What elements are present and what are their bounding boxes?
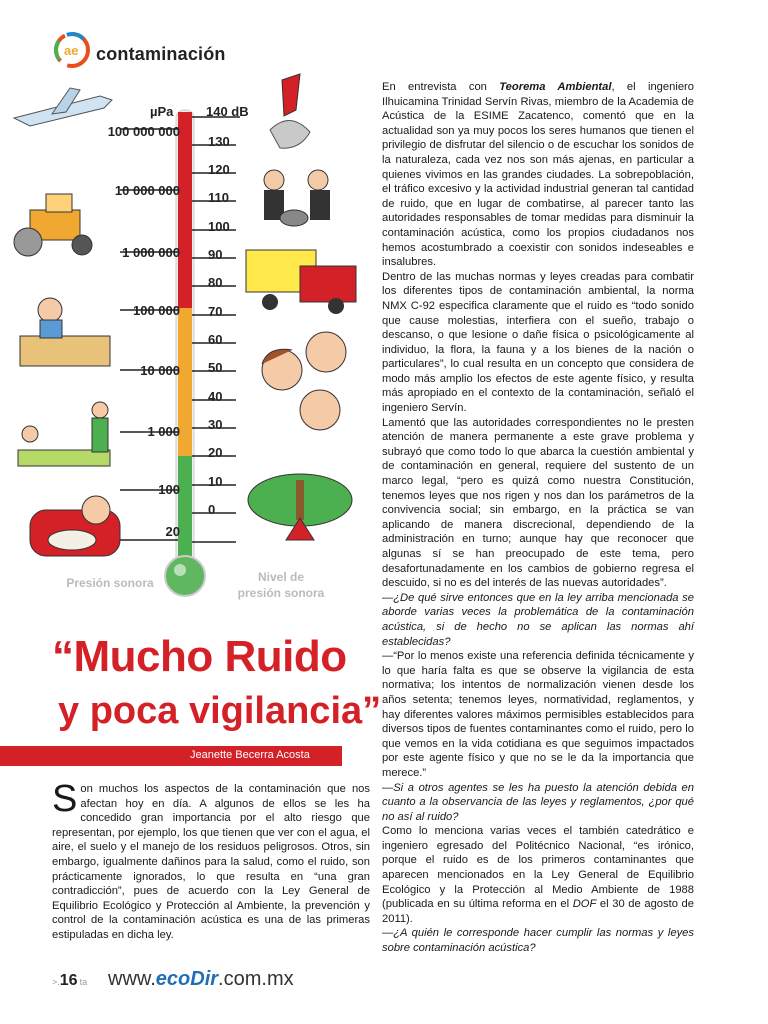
pressure-unit-label: µPa — [150, 104, 174, 119]
page-number — [52, 972, 87, 990]
db-tick-label: 0 — [208, 502, 216, 517]
right-column — [382, 80, 694, 956]
pressure-tick-label: 100 000 000 — [107, 124, 180, 139]
dropcap: S — [52, 778, 78, 820]
page-number-value: 16 — [59, 972, 78, 989]
db-tick-label: 60 — [208, 332, 223, 347]
p1-text-a: En entrevista con — [382, 81, 500, 93]
author-name: Jeanette Becerra Acosta — [190, 749, 310, 761]
intro-text: on muchos los aspectos de la contaminación que nos afectan hoy en día. A algunos de ellos se les ha concedido gran importancia por el alto riesgo que representan, por ejemplo, los que tienen que ver con el agua, el aire, el suelo y el manejo de los residuos peligrosos. Otros, sin embargo, igualmente dañinos para la salud, como el ruido, son prácticamente ignorados, lo que resulta en “una gran contradicción”, pues de acuerdo con la Ley General de Equilibrio Ecológico y Protección al Ambiente, la prevención y control de la contaminación acústica es una de las primeras estipuladas en dicha ley. — [52, 783, 370, 941]
page-suffix: ta — [79, 977, 88, 987]
level-caption-line1: Nivel de — [257, 570, 305, 584]
pressure-caption: Presión sonora — [66, 576, 154, 590]
db-tick-label: 80 — [208, 275, 223, 290]
footer-url[interactable] — [108, 968, 294, 991]
headline-line2: y poca vigilancia” — [58, 690, 382, 732]
pressure-tick-label: 20 — [165, 524, 180, 539]
thermometer-graphic — [0, 70, 372, 630]
db-tick-label: 100 — [208, 219, 230, 234]
question-2: —Si a otros agentes se les ha puesto la atención debida en cuanto a la observancia de las leyes y reglamentos, ¿por qué no así al ruido? — [382, 781, 694, 823]
url-suffix: .com.mx — [218, 968, 294, 990]
db-tick-label: 70 — [208, 304, 223, 319]
airplane-illustration — [14, 88, 112, 126]
left-column — [52, 778, 370, 943]
section-title: contaminación — [96, 44, 226, 64]
rocket-illustration — [270, 74, 310, 148]
pressure-tick-label: 10 000 — [140, 363, 180, 378]
paragraph-3: Lamentó que las autoridades correspondientes no le presten atención de manera permanente a este grave problema y subrayó que como todo lo que abarca la cuestión ambiental y de contaminación en general, requiere del sustento de un marco legal, “pero es quizá como nuestra Constitución, tenemos leyes que nos rigen y nos dan los parámetros de la convivencia social; sin embargo, en la práctica se van aplicando de manera discrecional, dependiendo de la administración en turno; aunque hay que reconocer que algunas sí se han preocupado de este tema, pero desafortunadamente en los cambios de gobierno regresa el descuido, si no es del interés de las nuevas autoridades”. — [382, 416, 694, 590]
url-brand-logo: ecoDir — [155, 968, 219, 990]
pressure-tick-label: 1 000 000 — [122, 245, 180, 260]
eco-logo-icon — [52, 30, 92, 70]
db-unit-label: 140 dB — [206, 104, 249, 119]
intro-paragraph — [52, 778, 370, 943]
level-caption-line2: presión sonora — [237, 586, 325, 600]
db-tick-label: 130 — [208, 134, 230, 149]
question-3: —¿A quién le corresponde hacer cumplir las normas y leyes sobre contaminación acústica? — [382, 927, 694, 955]
question-1: —¿De qué sirve entonces que en la ley arriba mencionada se aborde varias veces la problemática de la contaminación acústica, si de hecho no se aplican las normas ahí establecidas? — [382, 591, 694, 648]
pressure-tick-label: 100 000 — [133, 303, 180, 318]
pressure-tick-label: 100 — [158, 482, 180, 497]
db-tick-label: 30 — [208, 417, 223, 432]
answer-2 — [382, 824, 694, 926]
a2-text-b: el 30 de agosto de 2011). — [382, 898, 694, 925]
db-tick-label: 110 — [208, 190, 229, 205]
answer-1: —“Por lo menos existe una referencia definida técnicamente y lo que haría falta es que se observe la vigilancia de esta normativa; los intentos de normalización vienen desde los años setenta; tenemos leyes, normatividad, reglamentos, y hay diferentes valores máximos permisibles establecidos para diversos tipos de fuentes contaminantes como el ruido, pero lo que vemos en la vida cotidiana es que seguimos impactados por este agente físico y que no se le da la importancia que merece.” — [382, 650, 694, 779]
talking-people-illustration — [262, 332, 346, 430]
db-tick-label: 90 — [208, 247, 223, 262]
svg-text:ae: ae — [64, 43, 79, 58]
magazine-name: Teorema Ambiental — [499, 81, 612, 93]
p1-text-b: , el ingeniero Ilhuicamina Trinidad Servín Rivas, miembro de la Academia de Acústica de la ESIME Zacatenco, comentó que en la actualidad son ya muy pocos los seres humanos que tienen el privilegio de disfrutar del silencio o de escuchar los sonidos de la naturaleza, cada vez nos son más ajenas, en particular a quienes vivimos en las grandes ciudades. La sobrepoblación, el tráfico excesivo y la actividad industrial generan tal cantidad de ruido, que en lugar de combatirse, al parecer tanto las autoridades responsables de tomar medidas para disminuir la contaminación acústica, como los propios ciudadanos nos hemos acostumbrado a coexistir con sonidos indeseables e insalubres. — [382, 81, 695, 269]
paragraph-2: Dentro de las muchas normas y leyes creadas para combatir los diferentes tipos de contaminación ambiental, la norma NMX C-92 especifica claramente que el ruido es “todo sonido que cause molestias, interfiera con el sueño, trabajo o descanso, o que lesione o dañe física o psicológicamente al individuo, la flora, la fauna y a los bienes de la nación o particulares”, lo cual resulta en un concepto que considera de modo más amplio los efectos de este agente físico, y resulta más apropiado en el contexto de la contaminación, señaló el ingeniero Servín. — [382, 270, 694, 415]
pressure-tick-label: 1 000 — [147, 424, 180, 439]
db-tick-label: 50 — [208, 360, 223, 375]
paragraph-1 — [382, 80, 694, 270]
db-tick-label: 20 — [208, 445, 223, 460]
rock-band-illustration — [264, 170, 330, 226]
pressure-tick-label: 10 000 000 — [114, 183, 180, 198]
a2-text-a: Como lo menciona varias veces el también catedrático e ingeniero egresado del Politécnico Nacional, “es irónico, porque el ruido es de los primeros contaminantes que aparecen mencionados en la Ley General de Equilibrio Ecológico y la Protección al Medio Ambiente de 1988 (publicada en su última reforma en el — [382, 825, 694, 911]
dof-name: DOF — [572, 898, 597, 911]
noise-thermometer-figure — [0, 70, 372, 630]
headline-line1: “Mucho Ruido — [52, 632, 347, 681]
db-tick-label: 40 — [208, 389, 223, 404]
url-prefix: www. — [108, 968, 156, 990]
page-prefix: >. — [52, 977, 60, 987]
db-tick-label: 120 — [208, 162, 230, 177]
db-tick-label: 10 — [208, 474, 223, 489]
